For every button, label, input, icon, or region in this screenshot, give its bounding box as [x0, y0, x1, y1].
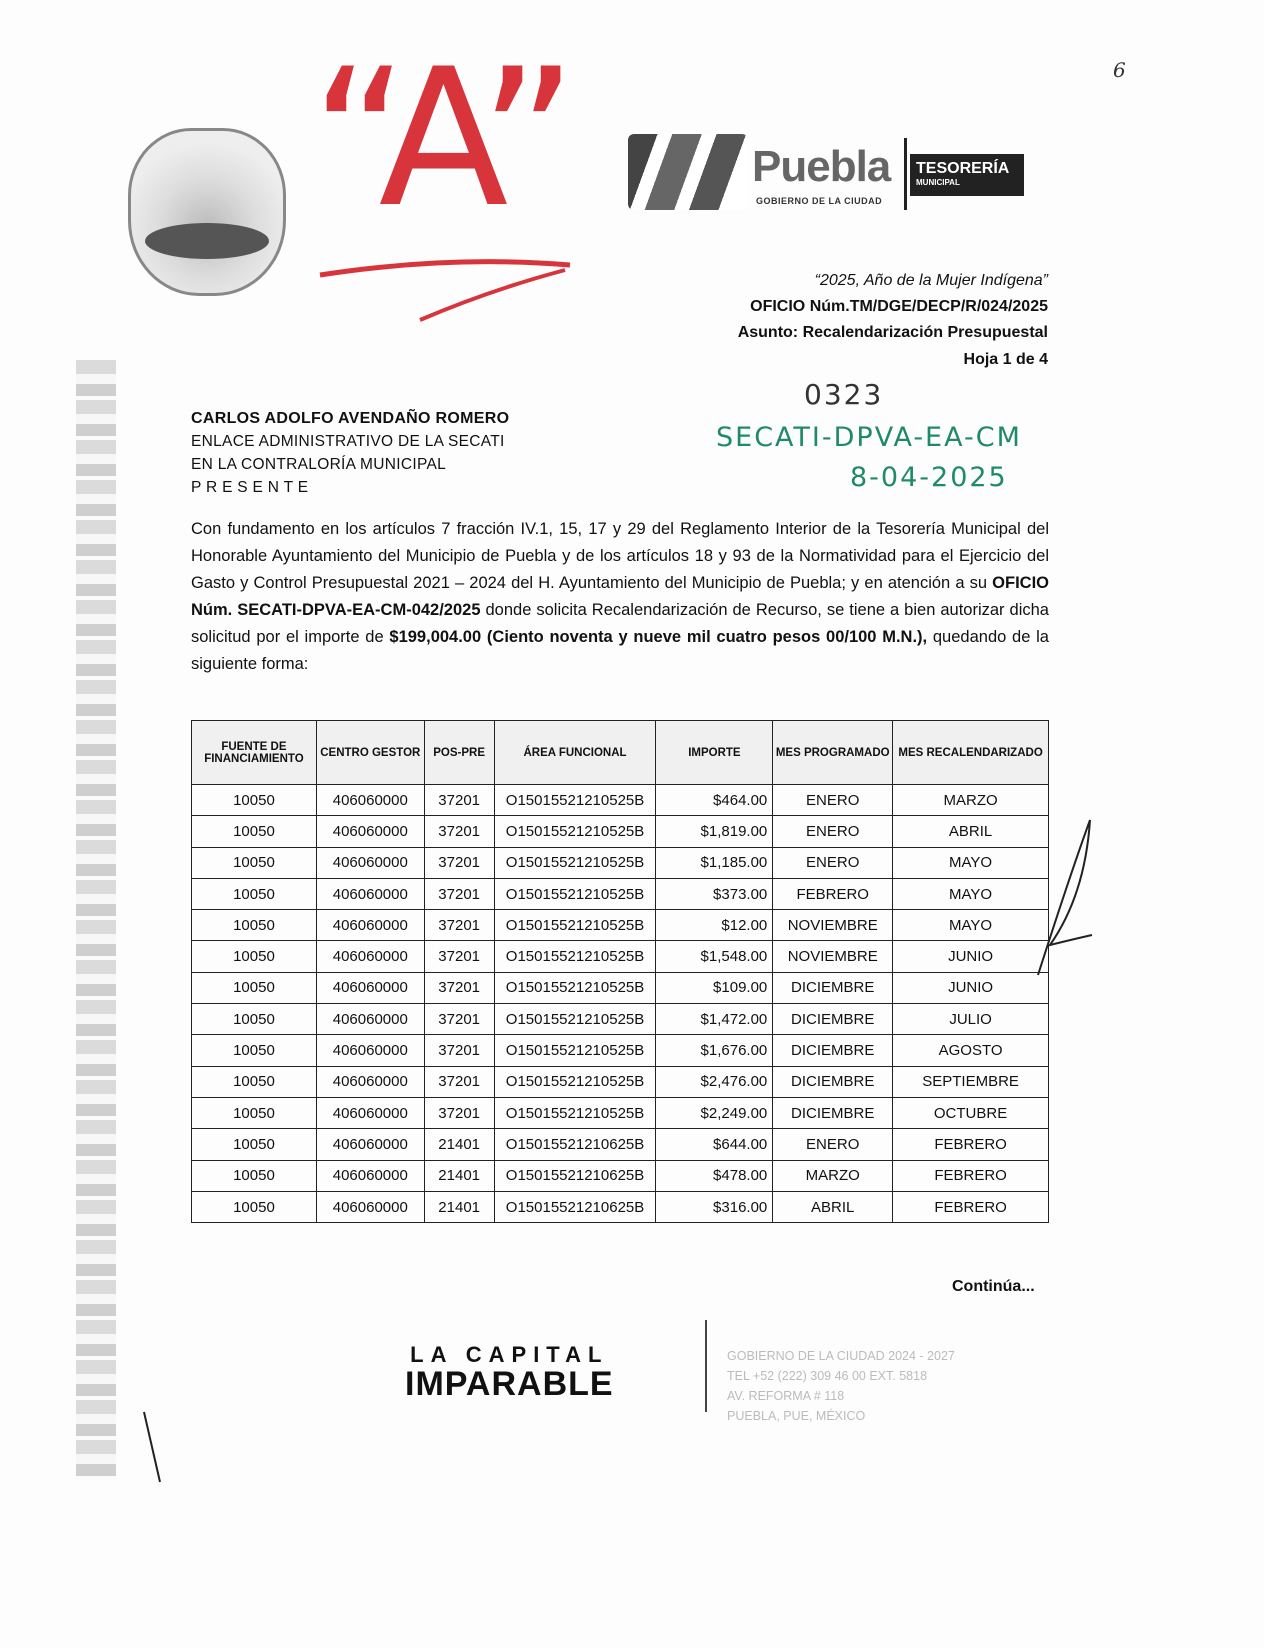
table-cell: 10050: [192, 910, 317, 941]
table-cell: FEBRERO: [893, 1160, 1049, 1191]
table-row: [192, 941, 1049, 972]
table-cell: FEBRERO: [773, 878, 893, 909]
table-cell: O15015521210525B: [494, 1066, 656, 1097]
table-cell: 406060000: [316, 878, 424, 909]
table-cell: 37201: [424, 785, 494, 816]
handwritten-a-mark: “A”: [310, 28, 572, 249]
table-cell: 10050: [192, 1191, 317, 1222]
table-cell: 37201: [424, 972, 494, 1003]
table-row: [192, 785, 1049, 816]
handwritten-date: 8-04-2025: [850, 462, 1008, 493]
table-cell: O15015521210525B: [494, 910, 656, 941]
column-header: MES RECALENDARIZADO: [893, 721, 1049, 785]
column-header: MES PROGRAMADO: [773, 721, 893, 785]
column-header: FUENTE DE FINANCIAMIENTO: [192, 721, 317, 785]
recipient-name: CARLOS ADOLFO AVENDAÑO ROMERO: [191, 410, 510, 427]
table-cell: OCTUBRE: [893, 1097, 1049, 1128]
footer-contact: [727, 1346, 955, 1426]
table-cell: 37201: [424, 1097, 494, 1128]
la-capital-imparable-logo: [405, 1342, 614, 1403]
table-cell: O15015521210525B: [494, 878, 656, 909]
table-cell: 10050: [192, 1097, 317, 1128]
table-cell: 406060000: [316, 1160, 424, 1191]
footer-line: TEL +52 (222) 309 46 00 EXT. 5818: [727, 1369, 928, 1383]
municipal-seal: [128, 128, 286, 296]
table-cell: $464.00: [656, 785, 773, 816]
table-cell: $373.00: [656, 878, 773, 909]
table-cell: DICIEMBRE: [773, 1035, 893, 1066]
table-cell: JULIO: [893, 1004, 1049, 1035]
table-cell: O15015521210525B: [494, 972, 656, 1003]
table-cell: MARZO: [893, 785, 1049, 816]
table-cell: 10050: [192, 785, 317, 816]
table-cell: 10050: [192, 1035, 317, 1066]
table-cell: O15015521210625B: [494, 1129, 656, 1160]
logo-city: Puebla: [752, 142, 891, 191]
motto: “2025, Año de la Mujer Indígena”: [814, 272, 1048, 289]
footer-line: GOBIERNO DE LA CIUDAD 2024 - 2027: [727, 1349, 955, 1363]
table-cell: 10050: [192, 816, 317, 847]
table-cell: 37201: [424, 878, 494, 909]
table-row: [192, 1160, 1049, 1191]
decorative-border: [76, 360, 116, 1480]
city-emblem-icon: [628, 134, 748, 210]
table-cell: $12.00: [656, 910, 773, 941]
table-cell: 406060000: [316, 785, 424, 816]
table-cell: $1,472.00: [656, 1004, 773, 1035]
table-cell: 406060000: [316, 1097, 424, 1128]
page-number: 6: [1113, 58, 1126, 82]
body-text-1: Con fundamento en los artículos 7 fracción IV.1, 15, 17 y 29 del Reglamento Interior de la Tesorería Municipal del Honorable Ayuntamiento del Municipio de Puebla y de los artículos 18 y 93 de la Normatividad para el Ejercicio del Gasto y Control Presupuestal 2021 – 2024 del H. Ayuntamiento del Municipio de Puebla; y en atención a su: [191, 520, 1049, 592]
pen-mark: [140, 1410, 170, 1485]
table-cell: 37201: [424, 816, 494, 847]
table-cell: MAYO: [893, 847, 1049, 878]
table-cell: DICIEMBRE: [773, 1097, 893, 1128]
table-cell: ABRIL: [893, 816, 1049, 847]
dept-sub: MUNICIPAL: [916, 178, 960, 187]
table-row: [192, 1035, 1049, 1066]
table-cell: ENERO: [773, 847, 893, 878]
body-text-2: donde solicita Recalendarización de Recurso, se tiene a bien autorizar dicha solicitud por el importe de: [191, 601, 1049, 646]
table-cell: 37201: [424, 1004, 494, 1035]
table-cell: $316.00: [656, 1191, 773, 1222]
column-header: POS-PRE: [424, 721, 494, 785]
continua-label: Continúa...: [952, 1278, 1035, 1295]
table-cell: 406060000: [316, 972, 424, 1003]
table-cell: 10050: [192, 878, 317, 909]
table-cell: 406060000: [316, 1066, 424, 1097]
body-paragraph: [191, 516, 1049, 678]
footer-line: AV. REFORMA # 118: [727, 1389, 845, 1403]
table-cell: O15015521210525B: [494, 1097, 656, 1128]
table-row: [192, 910, 1049, 941]
signature: [1030, 815, 1100, 985]
oficio-number: OFICIO Núm.TM/DGE/DECP/R/024/2025: [750, 298, 1048, 315]
table-cell: 37201: [424, 941, 494, 972]
table-cell: ABRIL: [773, 1191, 893, 1222]
table-cell: 406060000: [316, 1035, 424, 1066]
table-cell: 406060000: [316, 1004, 424, 1035]
table-cell: 10050: [192, 972, 317, 1003]
table-cell: 10050: [192, 1160, 317, 1191]
table-cell: O15015521210525B: [494, 941, 656, 972]
table-cell: 406060000: [316, 941, 424, 972]
table-cell: JUNIO: [893, 972, 1049, 1003]
table-cell: 406060000: [316, 1129, 424, 1160]
table-cell: 406060000: [316, 1191, 424, 1222]
table-cell: $1,676.00: [656, 1035, 773, 1066]
table-cell: SEPTIEMBRE: [893, 1066, 1049, 1097]
table-cell: 21401: [424, 1160, 494, 1191]
recalendarization-table: [191, 720, 1049, 1223]
table-cell: DICIEMBRE: [773, 1004, 893, 1035]
table-cell: $2,249.00: [656, 1097, 773, 1128]
footer-line: PUEBLA, PUE, MÉXICO: [727, 1409, 866, 1423]
table-cell: 10050: [192, 1066, 317, 1097]
handwritten-ref: SECATI-DPVA-EA-CM: [716, 422, 1022, 453]
table-cell: $1,819.00: [656, 816, 773, 847]
recipient-line1: ENLACE ADMINISTRATIVO DE LA SECATI: [191, 433, 505, 450]
handwritten-folio: 0323: [804, 378, 884, 411]
table-cell: 37201: [424, 1066, 494, 1097]
table-cell: 37201: [424, 1035, 494, 1066]
table-cell: O15015521210525B: [494, 1004, 656, 1035]
table-cell: O15015521210525B: [494, 1035, 656, 1066]
table-cell: ENERO: [773, 785, 893, 816]
table-cell: 21401: [424, 1129, 494, 1160]
table-cell: FEBRERO: [893, 1129, 1049, 1160]
table-cell: FEBRERO: [893, 1191, 1049, 1222]
table-cell: JUNIO: [893, 941, 1049, 972]
footer-divider: [705, 1320, 707, 1412]
table-cell: DICIEMBRE: [773, 972, 893, 1003]
table-cell: MAYO: [893, 910, 1049, 941]
tesoreria-badge: [910, 154, 1024, 196]
asunto: Asunto: Recalendarización Presupuestal: [737, 324, 1048, 341]
table-row: [192, 847, 1049, 878]
table-cell: O15015521210525B: [494, 847, 656, 878]
table-cell: MARZO: [773, 1160, 893, 1191]
table-cell: $1,185.00: [656, 847, 773, 878]
table-row: [192, 816, 1049, 847]
puebla-logo: [628, 130, 1028, 212]
table-row: [192, 878, 1049, 909]
column-header: ÁREA FUNCIONAL: [494, 721, 656, 785]
table-cell: O15015521210625B: [494, 1191, 656, 1222]
table-row: [192, 1191, 1049, 1222]
table-cell: O15015521210525B: [494, 785, 656, 816]
recipient-line2: EN LA CONTRALORÍA MUNICIPAL: [191, 456, 447, 473]
table-cell: NOVIEMBRE: [773, 910, 893, 941]
table-cell: 37201: [424, 847, 494, 878]
table-cell: $644.00: [656, 1129, 773, 1160]
table-cell: 10050: [192, 1129, 317, 1160]
slogan-1: LA CAPITAL: [410, 1342, 609, 1367]
table-row: [192, 1097, 1049, 1128]
table-cell: 37201: [424, 910, 494, 941]
table-cell: 406060000: [316, 816, 424, 847]
table-cell: $2,476.00: [656, 1066, 773, 1097]
table-cell: 10050: [192, 1004, 317, 1035]
table-cell: AGOSTO: [893, 1035, 1049, 1066]
column-header: IMPORTE: [656, 721, 773, 785]
body-text-3: quedando de la siguiente forma:: [191, 628, 1049, 673]
slogan-2: IMPARABLE: [405, 1365, 614, 1403]
table-row: [192, 1129, 1049, 1160]
body-ref: OFICIO Núm. SECATI-DPVA-EA-CM-042/2025: [191, 574, 1049, 619]
table-cell: O15015521210625B: [494, 1160, 656, 1191]
table-row: [192, 1066, 1049, 1097]
table-cell: $1,548.00: [656, 941, 773, 972]
table-cell: 10050: [192, 847, 317, 878]
hoja: Hoja 1 de 4: [963, 351, 1048, 368]
recipient-line3: P R E S E N T E: [191, 479, 309, 496]
table-cell: ENERO: [773, 1129, 893, 1160]
table-cell: MAYO: [893, 878, 1049, 909]
logo-divider: [904, 138, 907, 210]
table-cell: NOVIEMBRE: [773, 941, 893, 972]
table-cell: $478.00: [656, 1160, 773, 1191]
table-cell: $109.00: [656, 972, 773, 1003]
body-amount: $199,004.00 (Ciento noventa y nueve mil cuatro pesos 00/100 M.N.),: [389, 628, 928, 646]
column-header: CENTRO GESTOR: [316, 721, 424, 785]
logo-subtitle: GOBIERNO DE LA CIUDAD: [756, 196, 883, 206]
table-cell: O15015521210525B: [494, 816, 656, 847]
header-row: [192, 721, 1049, 785]
table-row: [192, 1004, 1049, 1035]
table-cell: 21401: [424, 1191, 494, 1222]
table-row: [192, 972, 1049, 1003]
table-cell: 406060000: [316, 847, 424, 878]
dept: TESORERÍA: [916, 160, 1010, 177]
table-cell: 406060000: [316, 910, 424, 941]
table-cell: 10050: [192, 941, 317, 972]
table-cell: ENERO: [773, 816, 893, 847]
table-cell: DICIEMBRE: [773, 1066, 893, 1097]
